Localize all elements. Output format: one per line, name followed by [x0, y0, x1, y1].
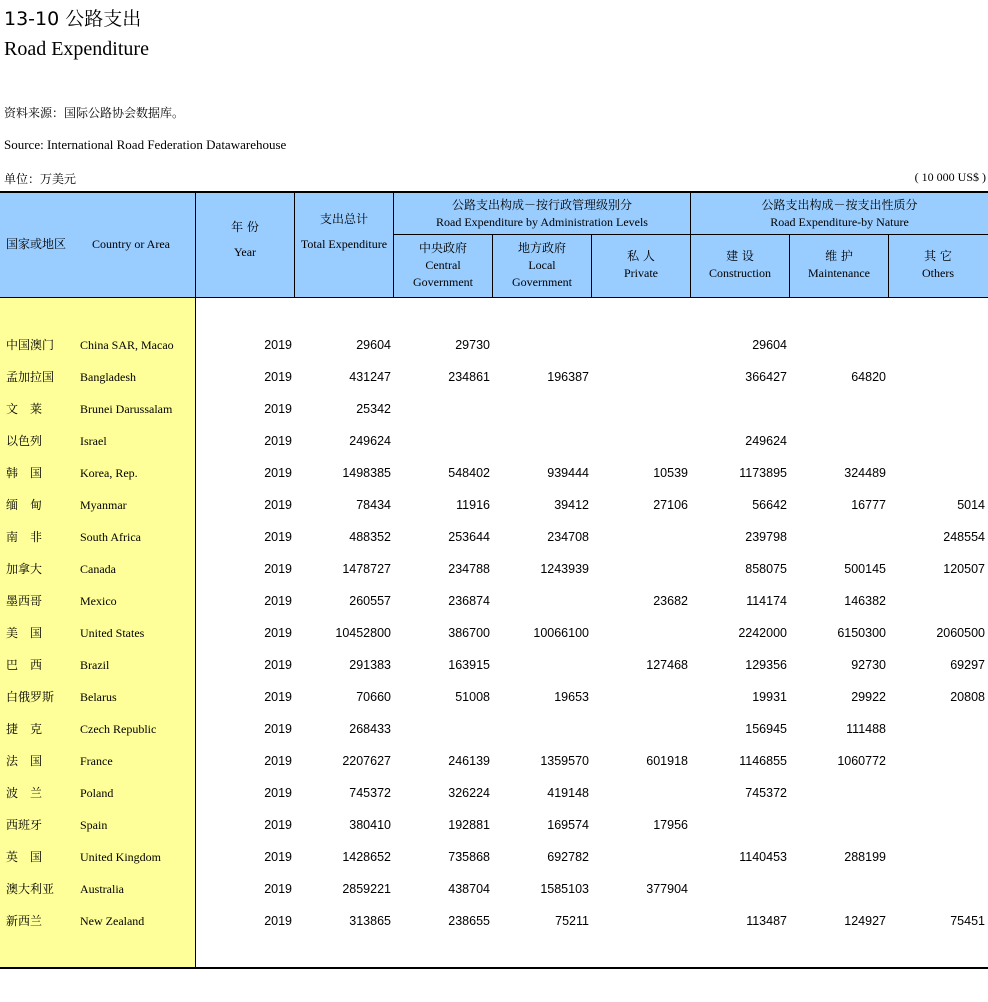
country-name-cn: 新西兰 [6, 914, 43, 928]
country-name-en: Brazil [80, 658, 110, 672]
country-name-en: China SAR, Macao [80, 338, 174, 352]
central-cell: 735868 [448, 850, 490, 864]
maintenance-cell: 29922 [851, 690, 886, 704]
table-row [0, 617, 988, 649]
country-name-cn: 缅 甸 [6, 498, 43, 512]
local-cell: 939444 [547, 466, 589, 480]
source-note-cn: 资料来源：国际公路协会数据库。 [4, 106, 185, 120]
local-cell: 169574 [547, 818, 589, 832]
private-cell [591, 905, 688, 937]
others-cell: 69297 [950, 658, 985, 672]
central-cell: 192881 [448, 818, 490, 832]
construction-cell: 129356 [745, 658, 787, 672]
table-top-rule [0, 191, 988, 193]
total-cell: 313865 [349, 914, 391, 928]
others-cell [888, 809, 985, 841]
central-cell: 253644 [448, 530, 490, 544]
central-cell [393, 425, 490, 457]
construction-cell: 366427 [745, 370, 787, 384]
country-name-en: Mexico [80, 594, 117, 608]
central-cell: 238655 [448, 914, 490, 928]
maintenance-cell [789, 777, 886, 809]
others-cell [888, 457, 985, 489]
table-row [0, 425, 988, 457]
total-cell: 70660 [356, 690, 391, 704]
local-cell: 234708 [547, 530, 589, 544]
central-cell: 548402 [448, 466, 490, 480]
country-name-cn: 澳大利亚 [6, 882, 55, 896]
local-cell: 1359570 [540, 754, 589, 768]
construction-cell: 1173895 [739, 466, 787, 480]
table-row [0, 873, 988, 905]
country-name-cn: 孟加拉国 [6, 370, 55, 384]
country-name-en: United States [80, 626, 145, 640]
maintenance-cell: 288199 [844, 850, 886, 864]
table-row [0, 841, 988, 873]
local-cell [492, 393, 589, 425]
maintenance-cell: 16777 [851, 498, 886, 512]
table-row [0, 361, 988, 393]
others-cell: 2060500 [936, 626, 985, 640]
maintenance-cell: 124927 [844, 914, 886, 928]
country-name-en: Israel [80, 434, 107, 448]
country-name-en: New Zealand [80, 914, 145, 928]
maintenance-cell: 92730 [851, 658, 886, 672]
private-cell [591, 329, 688, 361]
others-cell [888, 329, 985, 361]
country-name-cn: 捷 克 [6, 722, 43, 736]
construction-cell: 19931 [752, 690, 787, 704]
others-cell: 20808 [950, 690, 985, 704]
private-cell [591, 553, 688, 585]
total-cell: 431247 [349, 370, 391, 384]
total-cell: 291383 [349, 658, 391, 672]
others-cell [888, 841, 985, 873]
local-cell: 75211 [555, 914, 589, 928]
central-cell: 236874 [448, 594, 490, 608]
central-cell: 29730 [455, 338, 490, 352]
maintenance-cell: 6150300 [837, 626, 886, 640]
year-cell: 2019 [264, 338, 292, 352]
private-cell [591, 521, 688, 553]
country-name-en: Brunei Darussalam [80, 402, 173, 416]
maintenance-cell: 1060772 [837, 754, 886, 768]
year-cell: 2019 [264, 690, 292, 704]
country-name-cn: 文 莱 [6, 402, 43, 416]
source-note-en: Source: International Road Federation Datawarehouse [4, 137, 287, 152]
others-cell [888, 745, 985, 777]
maintenance-cell [789, 393, 886, 425]
others-cell: 75451 [950, 914, 985, 928]
table-row [0, 521, 988, 553]
others-cell [888, 393, 985, 425]
country-name-en: France [80, 754, 113, 768]
local-cell [492, 649, 589, 681]
year-cell: 2019 [264, 786, 292, 800]
year-cell: 2019 [264, 914, 292, 928]
country-name-cn: 巴 西 [6, 658, 43, 672]
central-cell: 438704 [448, 882, 490, 896]
table-row [0, 905, 988, 937]
central-cell: 163915 [448, 658, 490, 672]
country-name-cn: 法 国 [6, 754, 43, 768]
year-cell: 2019 [264, 530, 292, 544]
private-cell [591, 425, 688, 457]
year-cell: 2019 [264, 882, 292, 896]
central-cell: 11916 [456, 498, 490, 512]
year-cell: 2019 [264, 754, 292, 768]
maintenance-cell: 111488 [846, 722, 886, 736]
country-name-cn: 加拿大 [6, 562, 43, 576]
local-cell [492, 713, 589, 745]
total-cell: 78434 [356, 498, 391, 512]
year-cell: 2019 [264, 722, 292, 736]
table-row [0, 585, 988, 617]
construction-cell: 29604 [752, 338, 787, 352]
year-cell: 2019 [264, 402, 292, 416]
table-row [0, 457, 988, 489]
private-cell [591, 841, 688, 873]
table-row [0, 745, 988, 777]
header-nature-group: 公路支出构成－按支出性质分 Road Expenditure-by Nature [761, 198, 918, 229]
local-cell: 1243939 [540, 562, 589, 576]
page-title-en: Road Expenditure [4, 38, 149, 60]
maintenance-cell [789, 873, 886, 905]
total-cell: 1478727 [342, 562, 391, 576]
year-cell: 2019 [264, 658, 292, 672]
total-cell: 10452800 [335, 626, 391, 640]
table-bottom-rule [0, 967, 988, 969]
construction-cell: 1146855 [739, 754, 787, 768]
private-cell: 17956 [653, 818, 688, 832]
table-row [0, 553, 988, 585]
others-cell: 120507 [943, 562, 985, 576]
country-name-cn: 西班牙 [6, 818, 43, 832]
header-country-cn: 国家或地区 [6, 237, 67, 251]
country-name-en: Poland [80, 786, 114, 800]
header-others: 其 它 Others [922, 249, 954, 280]
local-cell [492, 329, 589, 361]
maintenance-cell: 146382 [844, 594, 886, 608]
header-local: 地方政府 Local Government [512, 241, 572, 289]
year-cell: 2019 [264, 370, 292, 384]
header-construction: 建 设 Construction [709, 249, 771, 280]
table-row [0, 681, 988, 713]
country-name-cn: 英 国 [6, 850, 43, 864]
country-name-cn: 白俄罗斯 [6, 690, 55, 704]
total-cell: 380410 [349, 818, 391, 832]
total-cell: 249624 [349, 434, 391, 448]
table-row [0, 713, 988, 745]
others-cell [888, 713, 985, 745]
country-name-cn: 南 非 [6, 530, 43, 544]
construction-cell [690, 393, 787, 425]
country-name-en: South Africa [80, 530, 141, 544]
local-cell: 19653 [554, 690, 589, 704]
table-row [0, 393, 988, 425]
country-name-en: United Kingdom [80, 850, 161, 864]
maintenance-cell [789, 329, 886, 361]
maintenance-cell: 324489 [844, 466, 886, 480]
year-cell: 2019 [264, 594, 292, 608]
construction-cell [690, 873, 787, 905]
header-country-en: Country or Area [92, 237, 170, 251]
total-cell: 268433 [349, 722, 391, 736]
others-cell [888, 777, 985, 809]
country-name-en: Myanmar [80, 498, 127, 512]
total-cell: 260557 [349, 594, 391, 608]
maintenance-cell [789, 521, 886, 553]
total-cell: 2859221 [342, 882, 391, 896]
year-cell: 2019 [264, 562, 292, 576]
maintenance-cell: 64820 [851, 370, 886, 384]
table-row [0, 329, 988, 361]
table-row [0, 489, 988, 521]
country-name-cn: 美 国 [6, 626, 43, 640]
total-cell: 1428652 [342, 850, 391, 864]
maintenance-cell: 500145 [844, 562, 886, 576]
total-cell: 745372 [349, 786, 391, 800]
construction-cell: 745372 [745, 786, 787, 800]
header-year: 年 份 Year [231, 220, 259, 259]
header-maintenance: 维 护 Maintenance [808, 249, 870, 280]
table-row [0, 649, 988, 681]
construction-cell: 239798 [745, 530, 787, 544]
private-cell: 27106 [653, 498, 688, 512]
header-total: 支出总计 Total Expenditure [300, 212, 388, 251]
header-private: 私 人 Private [624, 249, 658, 280]
local-cell [492, 425, 589, 457]
local-cell: 419148 [547, 786, 589, 800]
unit-label-en: ( 10 000 US$ ) [914, 170, 986, 184]
construction-cell: 113487 [746, 914, 787, 928]
total-cell: 488352 [349, 530, 391, 544]
total-cell: 29604 [356, 338, 391, 352]
country-name-en: Australia [80, 882, 124, 896]
country-name-cn: 墨西哥 [6, 594, 43, 608]
private-cell: 10539 [653, 466, 688, 480]
year-cell: 2019 [264, 626, 292, 640]
central-cell [393, 393, 490, 425]
private-cell [591, 777, 688, 809]
local-cell: 1585103 [540, 882, 589, 896]
private-cell: 127468 [646, 658, 688, 672]
construction-cell: 2242000 [738, 626, 787, 640]
others-cell [888, 425, 985, 457]
others-cell [888, 361, 985, 393]
central-cell: 386700 [448, 626, 490, 640]
year-cell: 2019 [264, 498, 292, 512]
central-cell: 326224 [448, 786, 490, 800]
local-cell: 39412 [554, 498, 589, 512]
construction-cell: 56642 [752, 498, 787, 512]
others-cell [888, 585, 985, 617]
private-cell: 601918 [646, 754, 688, 768]
private-cell [591, 361, 688, 393]
country-name-en: Belarus [80, 690, 117, 704]
header-admin-group: 公路支出构成－按行政管理级别分 Road Expenditure by Administration Levels [436, 198, 648, 229]
year-cell: 2019 [264, 466, 292, 480]
others-cell: 5014 [957, 498, 985, 512]
construction-cell: 156945 [745, 722, 787, 736]
central-cell [393, 713, 490, 745]
maintenance-cell [789, 809, 886, 841]
header-bottom-rule [0, 297, 988, 298]
total-cell: 25342 [356, 402, 391, 416]
header-central: 中央政府 Central Government [413, 241, 473, 289]
local-cell: 692782 [547, 850, 589, 864]
year-cell: 2019 [264, 434, 292, 448]
total-cell: 1498385 [342, 466, 391, 480]
table-row [0, 777, 988, 809]
private-cell: 23682 [653, 594, 688, 608]
central-cell: 234861 [448, 370, 490, 384]
country-name-en: Korea, Rep. [80, 466, 138, 480]
construction-cell: 249624 [745, 434, 787, 448]
country-name-cn: 以色列 [6, 434, 43, 448]
total-cell: 2207627 [342, 754, 391, 768]
construction-cell: 858075 [745, 562, 787, 576]
table-row [0, 809, 988, 841]
year-cell: 2019 [264, 850, 292, 864]
others-cell [888, 873, 985, 905]
local-cell [492, 585, 589, 617]
construction-cell: 1140453 [739, 850, 787, 864]
local-cell: 10066100 [533, 626, 589, 640]
country-name-cn: 波 兰 [6, 786, 43, 800]
country-name-cn: 韩 国 [6, 466, 43, 480]
central-cell: 51008 [455, 690, 490, 704]
country-name-en: Canada [80, 562, 116, 576]
unit-label-cn: 单位：万美元 [4, 172, 77, 186]
page-title-cn: 13-10 公路支出 [4, 8, 142, 30]
private-cell [591, 681, 688, 713]
year-cell: 2019 [264, 818, 292, 832]
country-name-en: Spain [80, 818, 108, 832]
private-cell: 377904 [646, 882, 688, 896]
private-cell [591, 713, 688, 745]
private-cell [591, 617, 688, 649]
local-cell: 196387 [547, 370, 589, 384]
construction-cell [690, 809, 787, 841]
maintenance-cell [789, 425, 886, 457]
country-name-en: Bangladesh [80, 370, 136, 384]
country-name-cn: 中国澳门 [6, 338, 55, 352]
private-cell [591, 393, 688, 425]
country-name-en: Czech Republic [80, 722, 157, 736]
central-cell: 234788 [448, 562, 490, 576]
construction-cell: 114174 [746, 594, 787, 608]
central-cell: 246139 [448, 754, 490, 768]
others-cell: 248554 [943, 530, 985, 544]
